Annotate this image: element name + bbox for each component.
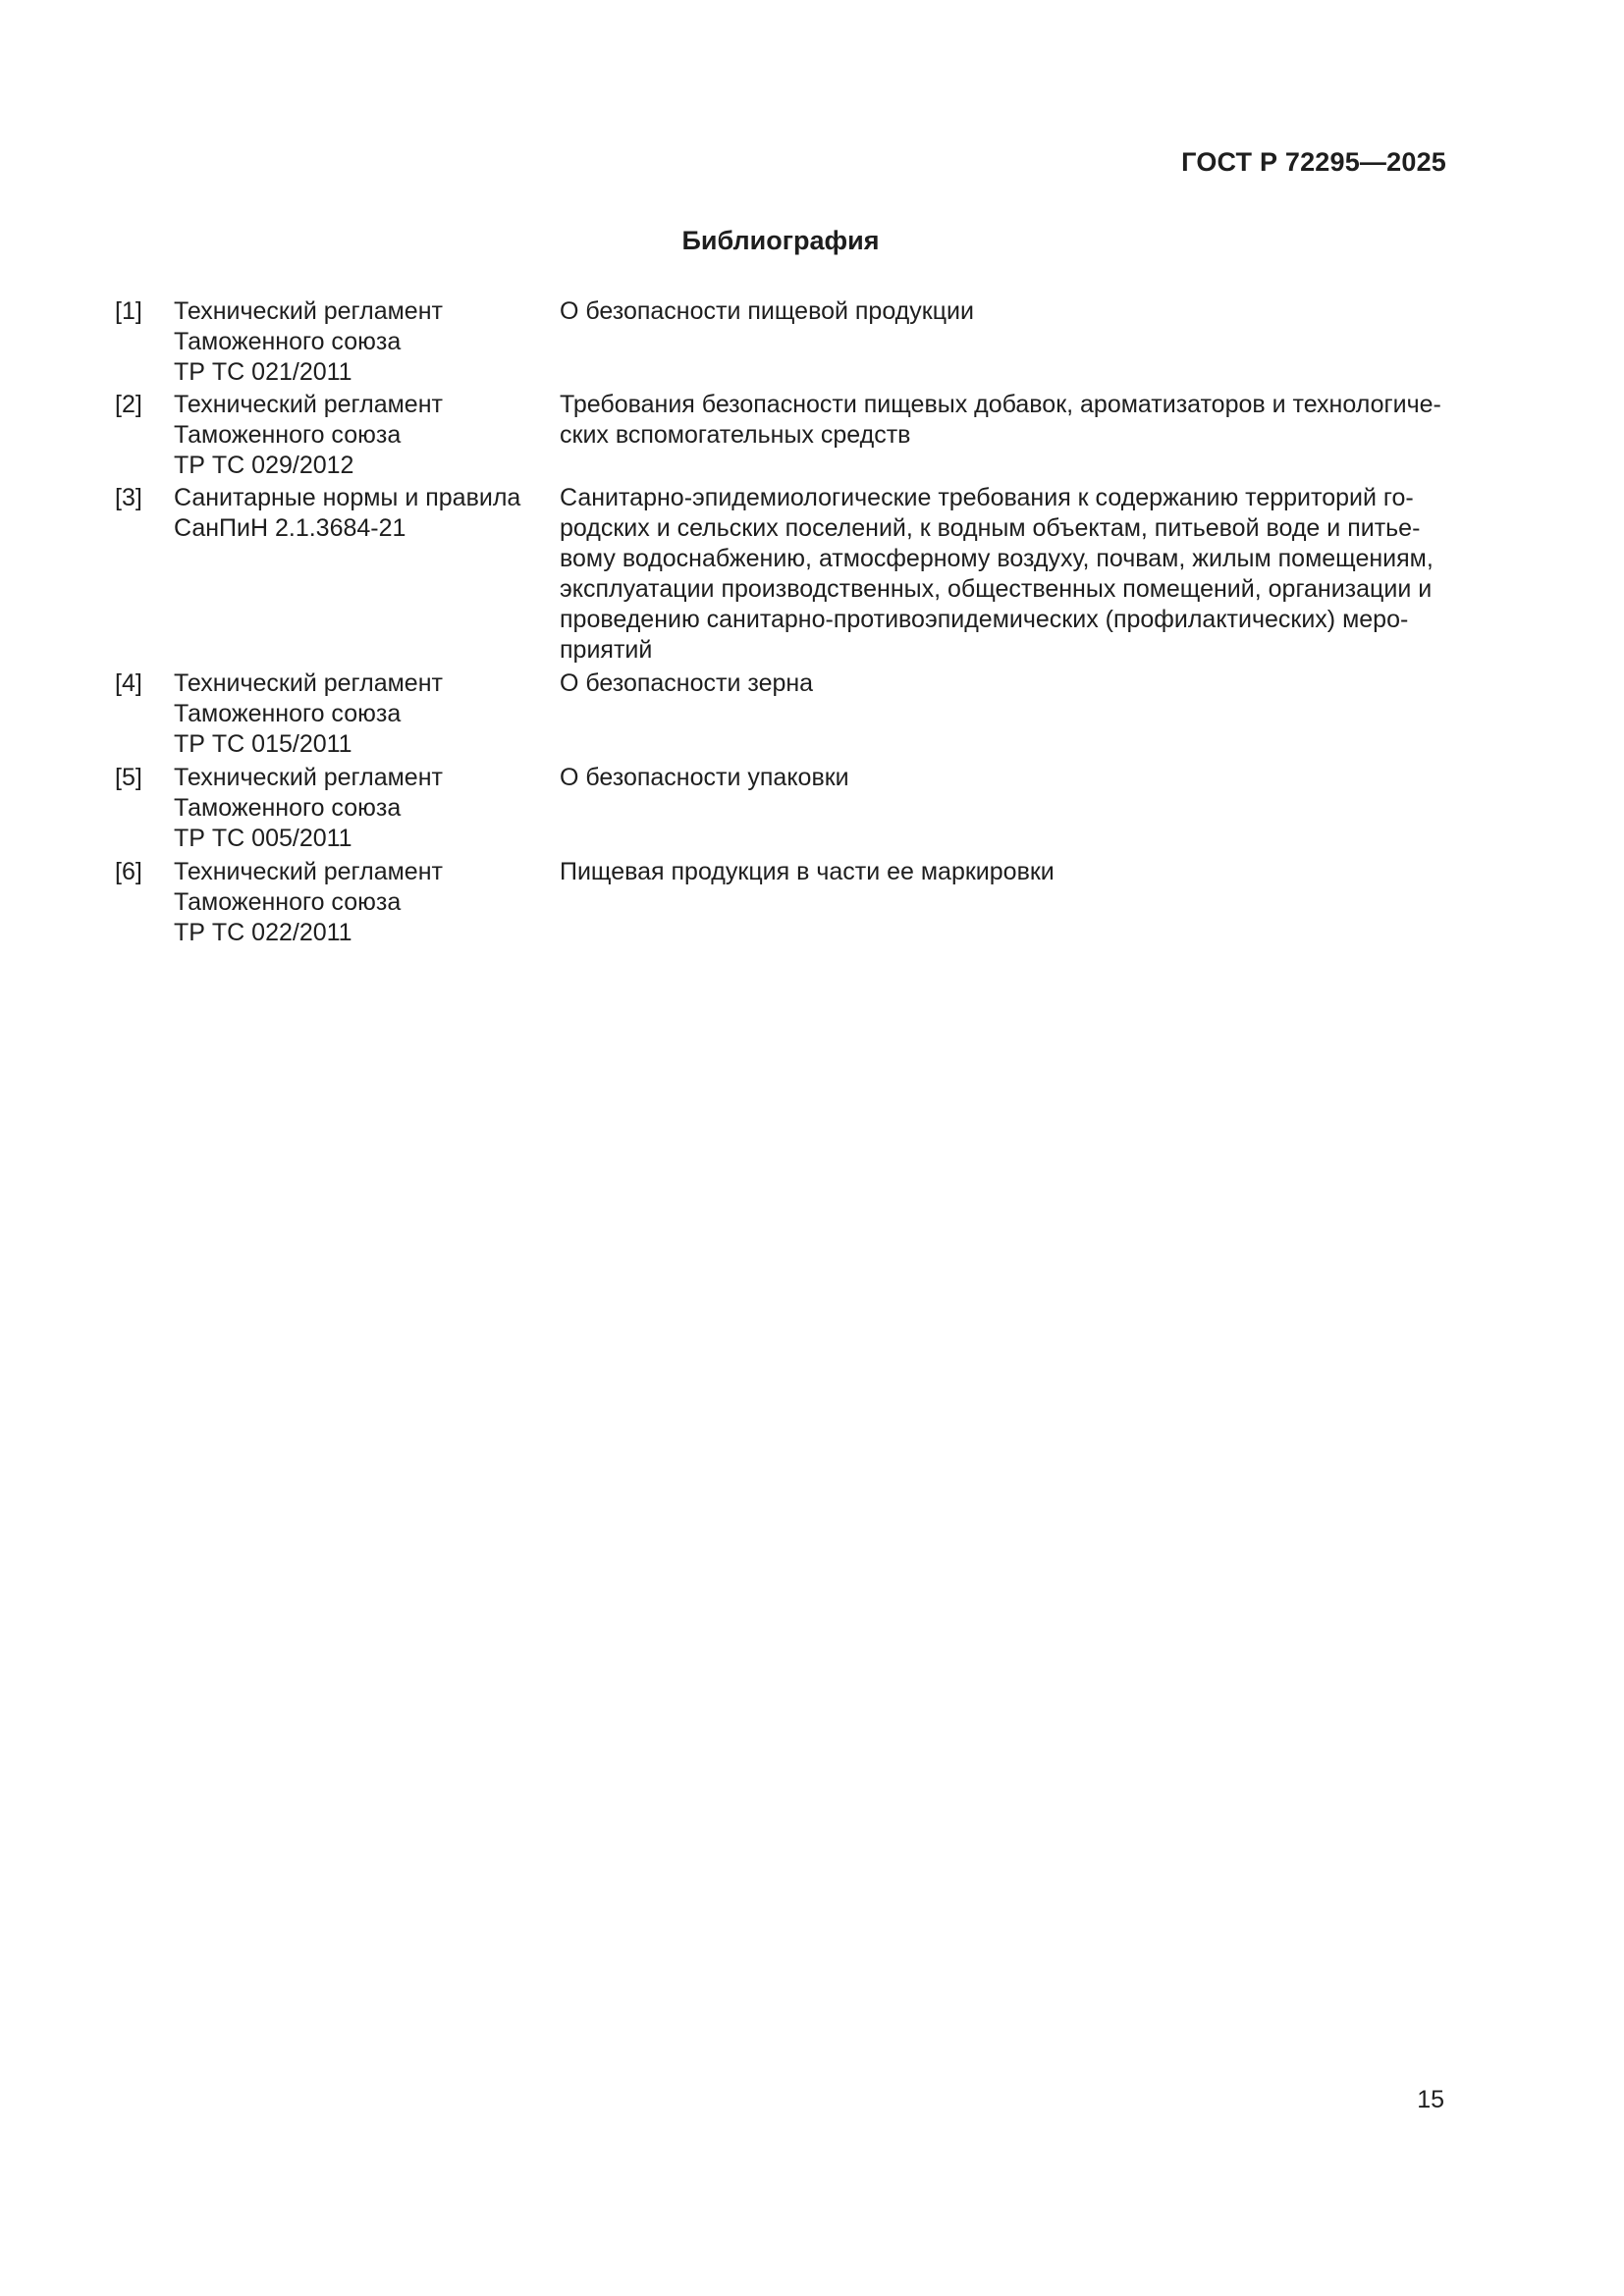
document-code: ГОСТ Р 72295—2025 xyxy=(1181,147,1446,177)
title-line: Требования безопасности пищевых добавок, ароматизаторов и технологиче- xyxy=(560,391,1441,418)
bibliography-entry xyxy=(115,763,1445,857)
title-line: О безопасности пищевой продукции xyxy=(560,297,974,325)
reference-number: [5] xyxy=(115,764,142,791)
reference-title xyxy=(560,668,1445,699)
title-line: родских и сельских поселений, к водным объектам, питьевой воде и питье- xyxy=(560,514,1421,542)
reference-source xyxy=(174,857,547,948)
source-line: ТР ТС 022/2011 xyxy=(174,919,352,946)
reference-number: [4] xyxy=(115,669,142,697)
title-line: Пищевая продукция в части ее маркировки xyxy=(560,858,1055,885)
title-line: приятий xyxy=(560,636,653,664)
reference-title xyxy=(560,390,1445,451)
reference-title xyxy=(560,763,1445,793)
title-line: Санитарно-эпидемиологические требования к содержанию территорий го- xyxy=(560,484,1414,511)
reference-source xyxy=(174,483,547,544)
bibliography-entry xyxy=(115,483,1445,668)
reference-source xyxy=(174,763,547,854)
source-line: Технический регламент xyxy=(174,669,443,697)
source-line: Таможенного союза xyxy=(174,700,402,727)
source-line: Технический регламент xyxy=(174,391,443,418)
bibliography-entry xyxy=(115,390,1445,483)
section-title: Библиография xyxy=(681,226,880,255)
page-number: 15 xyxy=(1417,2086,1444,2113)
bibliography-list xyxy=(115,296,1445,951)
reference-source xyxy=(174,668,547,760)
reference-title xyxy=(560,296,1445,327)
title-line: вому водоснабжению, атмосферному воздуху, почвам, жилым помещениям, xyxy=(560,545,1434,572)
source-line: Технический регламент xyxy=(174,297,443,325)
title-line: О безопасности упаковки xyxy=(560,764,849,791)
source-line: Таможенного союза xyxy=(174,888,402,916)
bibliography-entry xyxy=(115,857,1445,951)
source-line: Технический регламент xyxy=(174,764,443,791)
source-line: Таможенного союза xyxy=(174,421,402,449)
reference-title xyxy=(560,483,1445,666)
source-line: Таможенного союза xyxy=(174,794,402,822)
title-line: эксплуатации производственных, общественных помещений, организации и xyxy=(560,575,1433,603)
source-line: ТР ТС 015/2011 xyxy=(174,730,352,758)
reference-number: [2] xyxy=(115,391,142,418)
source-line: ТР ТС 021/2011 xyxy=(174,358,352,386)
reference-source xyxy=(174,296,547,388)
reference-number: [3] xyxy=(115,484,142,511)
title-line: ских вспомогательных средств xyxy=(560,421,911,449)
reference-title xyxy=(560,857,1445,887)
reference-number: [1] xyxy=(115,297,142,325)
source-line: Технический регламент xyxy=(174,858,443,885)
bibliography-entry xyxy=(115,668,1445,763)
source-line: Санитарные нормы и правила xyxy=(174,484,521,511)
reference-source xyxy=(174,390,547,481)
source-line: ТР ТС 029/2012 xyxy=(174,452,354,479)
source-line: СанПиН 2.1.3684-21 xyxy=(174,514,406,542)
title-line: О безопасности зерна xyxy=(560,669,814,697)
source-line: Таможенного союза xyxy=(174,328,402,355)
title-line: проведению санитарно-противоэпидемических (профилактических) меро- xyxy=(560,606,1409,633)
bibliography-entry xyxy=(115,296,1445,390)
source-line: ТР ТС 005/2011 xyxy=(174,825,352,852)
reference-number: [6] xyxy=(115,858,142,885)
